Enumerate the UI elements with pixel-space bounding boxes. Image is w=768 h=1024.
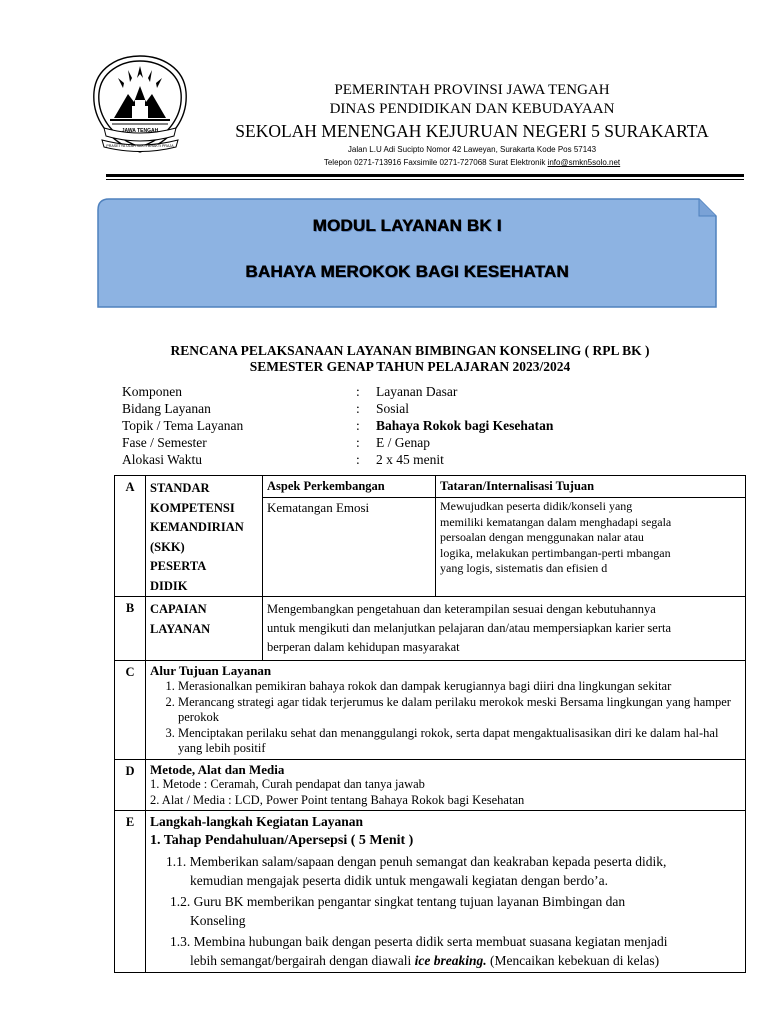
step-text: lebih semangat/bergairah dengan diawali (190, 953, 415, 968)
row-letter: E (115, 811, 146, 973)
capaian-line: LAYANAN (150, 621, 211, 636)
school-name: SEKOLAH MENENGAH KEJURUAN NEGERI 5 SURAKARTA (235, 121, 709, 141)
metode-cell (146, 759, 746, 811)
rpl-table (114, 475, 746, 973)
aspek-value: Kematangan Emosi (267, 500, 370, 515)
langkah-cell (146, 811, 746, 973)
rpl-semester: SEMESTER GENAP TAHUN PELAJARAN 2023/2024 (249, 359, 571, 374)
aspek-header: Aspek Perkembangan (263, 476, 435, 498)
school-contact (200, 158, 744, 167)
info-colon: : (356, 452, 360, 467)
table-row-a (115, 476, 746, 597)
step-1-3-cont (150, 951, 741, 970)
info-label: Alokasi Waktu (122, 452, 203, 467)
rpl-title: RENCANA PELAKSANAAN LAYANAN BIMBINGAN KONSELING ( RPL BK ) (170, 343, 650, 358)
info-colon: : (356, 418, 360, 433)
letterhead-line1: PEMERINTAH PROVINSI JAWA TENGAH (334, 82, 610, 98)
module-title: MODUL LAYANAN BK I (312, 216, 502, 235)
step-1-2-cont: Konseling (190, 913, 246, 928)
skk-line: PESERTA (150, 559, 207, 573)
tataran-line: memiliki kematangan dalam menghadapi segala (440, 514, 672, 529)
step-1-1: 1.1. Memberikan salam/sapaan dengan penuh semangat dan keakraban kepada peserta didik, (166, 854, 667, 869)
info-label: Fase / Semester (122, 435, 207, 450)
capaian-label (146, 597, 263, 661)
seal-text-top: JAWA TENGAH (121, 128, 159, 134)
info-value: E / Genap (376, 435, 430, 450)
tataran-text (436, 498, 745, 578)
row-letter: C (115, 661, 146, 760)
info-value: 2 x 45 menit (376, 452, 444, 467)
ice-breaking-term: ice breaking. (414, 953, 487, 968)
info-value: Sosial (376, 401, 410, 416)
module-subtitle: BAHAYA MEROKOK BAGI KESEHATAN (245, 262, 569, 281)
alur-cell (146, 661, 746, 760)
step-1-1-cont: kemudian mengajak peserta didik untuk mengawali kegiatan dengan berdo’a. (190, 873, 608, 888)
info-colon: : (356, 384, 360, 399)
step-1-2: 1.2. Guru BK memberikan pengantar singkat tentang tujuan layanan Bimbingan dan (170, 894, 626, 909)
info-value: Layanan Dasar (376, 384, 458, 399)
row-letter: B (115, 597, 146, 661)
capaian-line: CAPAIAN (150, 602, 207, 616)
skk-line: DIDIK (150, 578, 188, 593)
row-letter: D (115, 759, 146, 811)
tataran-line: Mewujudkan peserta didik/konseli yang (440, 499, 633, 513)
list-item: 3. Menciptakan perilaku sehat dan menanggulangi rokok, serta dapat mengaktualisasikan diri ke dalam hal-hal yang lebih positif (178, 726, 741, 757)
skk-line: KEMANDIRIAN (150, 520, 244, 534)
metode-title: Metode, Alat dan Media (150, 761, 285, 777)
tataran-line: persoalan dengan menggunakan nalar atau (440, 530, 644, 544)
skk-line: (SKK) (150, 539, 185, 554)
tataran-line: yang logis, sistematis dan efisien d (440, 561, 608, 575)
aspek-cell (263, 476, 436, 597)
tahap-title: 1. Tahap Pendahuluan/Apersepsi ( 5 Menit ) (150, 833, 414, 848)
skk-line: KOMPETENSI (150, 500, 235, 515)
module-banner (97, 198, 717, 308)
step-text: (Mencaikan kebekuan di kelas) (486, 953, 660, 968)
contact-text: Telepon 0271-713916 Faxsimile 0271-727068 Surat Elektronik (323, 158, 548, 167)
table-row-d (115, 759, 746, 811)
langkah-title: Langkah-langkah Kegiatan Layanan (150, 814, 364, 829)
table-row-e (115, 811, 746, 973)
row-letter: A (115, 476, 146, 597)
tataran-line: logika, melakukan pertimbangan-perti mbangan (440, 545, 671, 560)
alur-title: Alur Tujuan Layanan (150, 663, 272, 678)
media-line: 2. Alat / Media : LCD, Power Point tentang Bahaya Rokok bagi Kesehatan (150, 792, 525, 807)
letterhead-rule-thick (106, 174, 744, 177)
capaian-text-line: Mengembangkan pengetahuan dan keterampilan sesuai dengan kebutuhannya (267, 602, 656, 616)
alur-list (150, 679, 741, 757)
skk-line: STANDAR (150, 481, 210, 495)
step-1-3: 1.3. Membina hubungan baik dengan peserta didik serta membuat suasana kegiatan menjadi (170, 934, 668, 949)
info-colon: : (356, 401, 360, 416)
list-item: 2. Merancang strategi agar tidak terjerumus ke dalam perilaku merokok meski Bersama lingkungan yang hamper perokok (178, 695, 741, 726)
tataran-cell (436, 476, 746, 597)
jawa-tengah-seal (88, 52, 192, 156)
letterhead-rule-thin (106, 179, 744, 180)
info-colon: : (356, 435, 360, 450)
info-value: Bahaya Rokok bagi Kesehatan (376, 418, 554, 433)
capaian-text (263, 597, 746, 661)
letterhead-line2: DINAS PENDIDIKAN DAN KEBUDAYAAN (329, 101, 615, 117)
table-row-c (115, 661, 746, 760)
info-label: Komponen (122, 384, 182, 399)
capaian-text-line: berperan dalam kehidupan masyarakat (267, 640, 460, 654)
school-address: Jalan L.U Adi Sucipto Nomor 42 Laweyan, Surakarta Kode Pos 57143 (347, 145, 597, 154)
info-label: Topik / Tema Layanan (122, 418, 244, 433)
email-link[interactable]: info@smkn5solo.net (547, 158, 621, 167)
skk-label (146, 476, 263, 597)
list-item: 1. Merasionalkan pemikiran bahaya rokok dan dampak kerugiannya bagi diiri dna lingkungan sekitar (178, 679, 741, 695)
info-label: Bidang Layanan (122, 401, 211, 416)
table-row-b (115, 597, 746, 661)
tataran-header: Tataran/Internalisasi Tujuan (436, 476, 745, 498)
metode-line: 1. Metode : Ceramah, Curah pendapat dan tanya jawab (150, 777, 425, 791)
seal-text-bottom: PRASETYA ULAH SAKTI BHAKTI PRAJA (106, 144, 174, 148)
capaian-text-line: untuk mengikuti dan melanjutkan pelajaran dan/atau mempersiapkan karier serta (267, 621, 672, 635)
